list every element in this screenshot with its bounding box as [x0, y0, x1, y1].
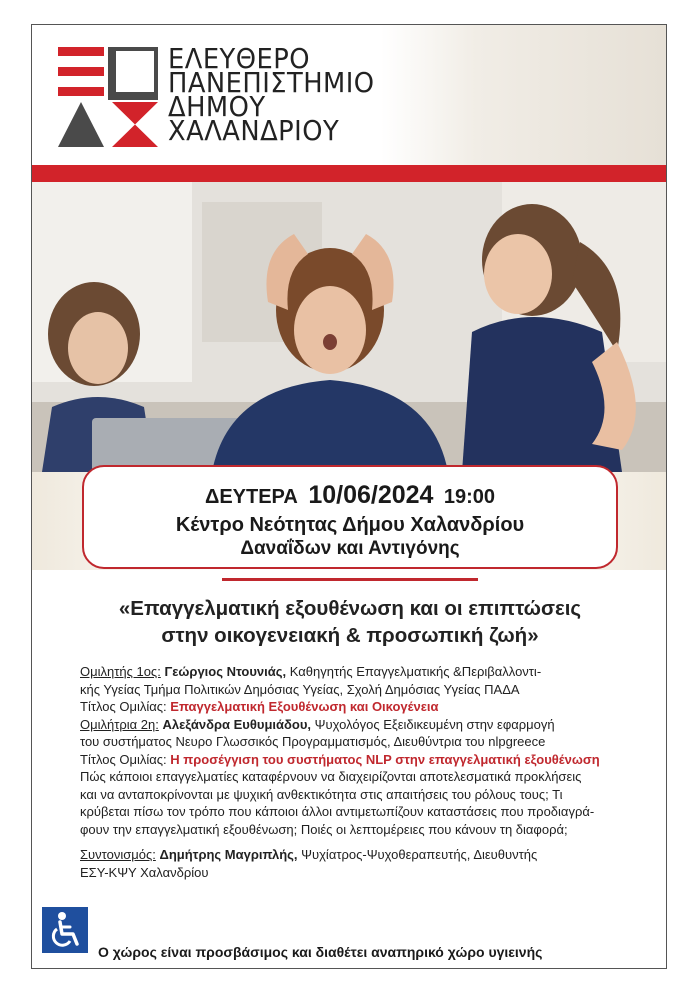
- abstract-line-4: φουν την επαγγελματική εξουθένωση; Ποιές οι λεπτομέρειες που κάνουν τη διαφορά;: [80, 821, 568, 837]
- speaker1-talk-title: Επαγγελματική Εξουθένωση και Οικογένεια: [170, 699, 439, 714]
- event-street: Δαναΐδων και Αντιγόνης: [240, 538, 460, 559]
- divider-line: [222, 578, 478, 581]
- moderator-desc-2: ΕΣΥ-ΚΨΥ Χαλανδρίου: [80, 864, 209, 880]
- abstract-line-3: κρύβεται πίσω τον τρόπο που κάποιοι άλλοι αντιμετωπίζουν καταστάσεις που προδιαγρά-: [80, 804, 595, 819]
- event-day: ΔΕΥΤΕΡΑ: [204, 486, 298, 508]
- event-datetime: [84, 481, 616, 510]
- abstract-line-2: και να ανταποκρίνονται με ψυχική ανθεκτικότητα στις απαιτήσεις του ρόλους τους; Τι: [80, 786, 563, 802]
- speaker1-talk: [80, 698, 640, 716]
- event-time: 19:00: [443, 486, 496, 508]
- org-title-line-3: ΔΗΜΟΥ: [168, 90, 266, 123]
- header-red-bar: [32, 165, 666, 182]
- event-info-box: [82, 465, 618, 569]
- accessibility-note: Ο χώρος είναι προσβάσιμος και διαθέτει αναπηρικό χώρο υγιεινής: [98, 944, 543, 960]
- poster-header: [32, 25, 666, 165]
- speaker2-talk: [80, 751, 640, 769]
- speaker2-desc-2: του συστήματος Νευρο Γλωσσικός Προγραμματισμός, Διευθύντρια του nlpgreece: [80, 734, 546, 749]
- speaker2-talk-label: Τίτλος Ομιλίας:: [80, 751, 167, 767]
- municipal-university-logo: [58, 47, 158, 147]
- speaker2-talk-title: Η προσέγγιση του συστήματος NLP στην επαγγελματική εξουθένωση: [170, 751, 600, 767]
- lecture-title-line-1: «Επαγγελματική εξουθένωση και οι επιπτώσεις: [118, 597, 582, 620]
- wheelchair-icon: [42, 907, 88, 953]
- speaker2-name: Αλεξάνδρα Ευθυμιάδου,: [162, 716, 312, 732]
- moderator-line1: [80, 846, 640, 864]
- speaker1-role: Ομιλητής 1ος:: [80, 664, 161, 679]
- moderator-role: Συντονισμός:: [80, 847, 156, 862]
- org-title-line-2: ΠΑΝΕΠΙΣΤΗΜΙΟ: [168, 66, 375, 99]
- speaker1-talk-label: Τίτλος Ομιλίας:: [80, 699, 167, 714]
- speaker1-desc-1: Καθηγητής Επαγγελματικής &Περιβαλλοντι-: [286, 664, 542, 679]
- org-title-line-1: ΕΛΕΥΘΕΡΟ: [168, 42, 310, 75]
- org-title-line-4: ΧΑΛΑΝΔΡΙΟΥ: [168, 114, 340, 147]
- stressed-mother-photo: [32, 182, 666, 472]
- event-date: 10/06/2024: [308, 481, 434, 509]
- moderator-desc-1: Ψυχίατρος-Ψυχοθεραπευτής, Διευθυντής: [297, 847, 538, 862]
- speaker2-line1: [80, 716, 640, 734]
- event-venue: Κέντρο Νεότητας Δήμου Χαλανδρίου: [175, 514, 525, 536]
- lecture-title-line-2: στην οικογενειακή & προσωπική ζωή»: [161, 624, 539, 647]
- poster-frame: [31, 24, 667, 969]
- speaker1-line1: [80, 663, 640, 681]
- speaker1-name: Γεώργιος Ντουνιάς,: [164, 664, 287, 679]
- speakers-section: [80, 663, 640, 881]
- speaker2-role: Ομιλήτρια 2η:: [80, 716, 159, 732]
- lecture-title: [50, 595, 650, 649]
- moderator-name: Δημήτρης Μαγριπλής,: [159, 847, 298, 862]
- speaker1-desc-2: κής Υγείας Τμήμα Πολιτικών Δημόσιας Υγείας, Σχολή Δημόσιας Υγείας ΠΑΔΑ: [80, 681, 520, 697]
- organization-title: [168, 42, 375, 147]
- abstract-line-1: Πώς κάποιοι επαγγελματίες καταφέρνουν να διαχειρίζονται αποτελεσματικά προκλήσεις: [80, 769, 582, 784]
- speaker2-desc-1: Ψυχολόγος Εξειδικευμένη στην εφαρμογή: [311, 716, 555, 732]
